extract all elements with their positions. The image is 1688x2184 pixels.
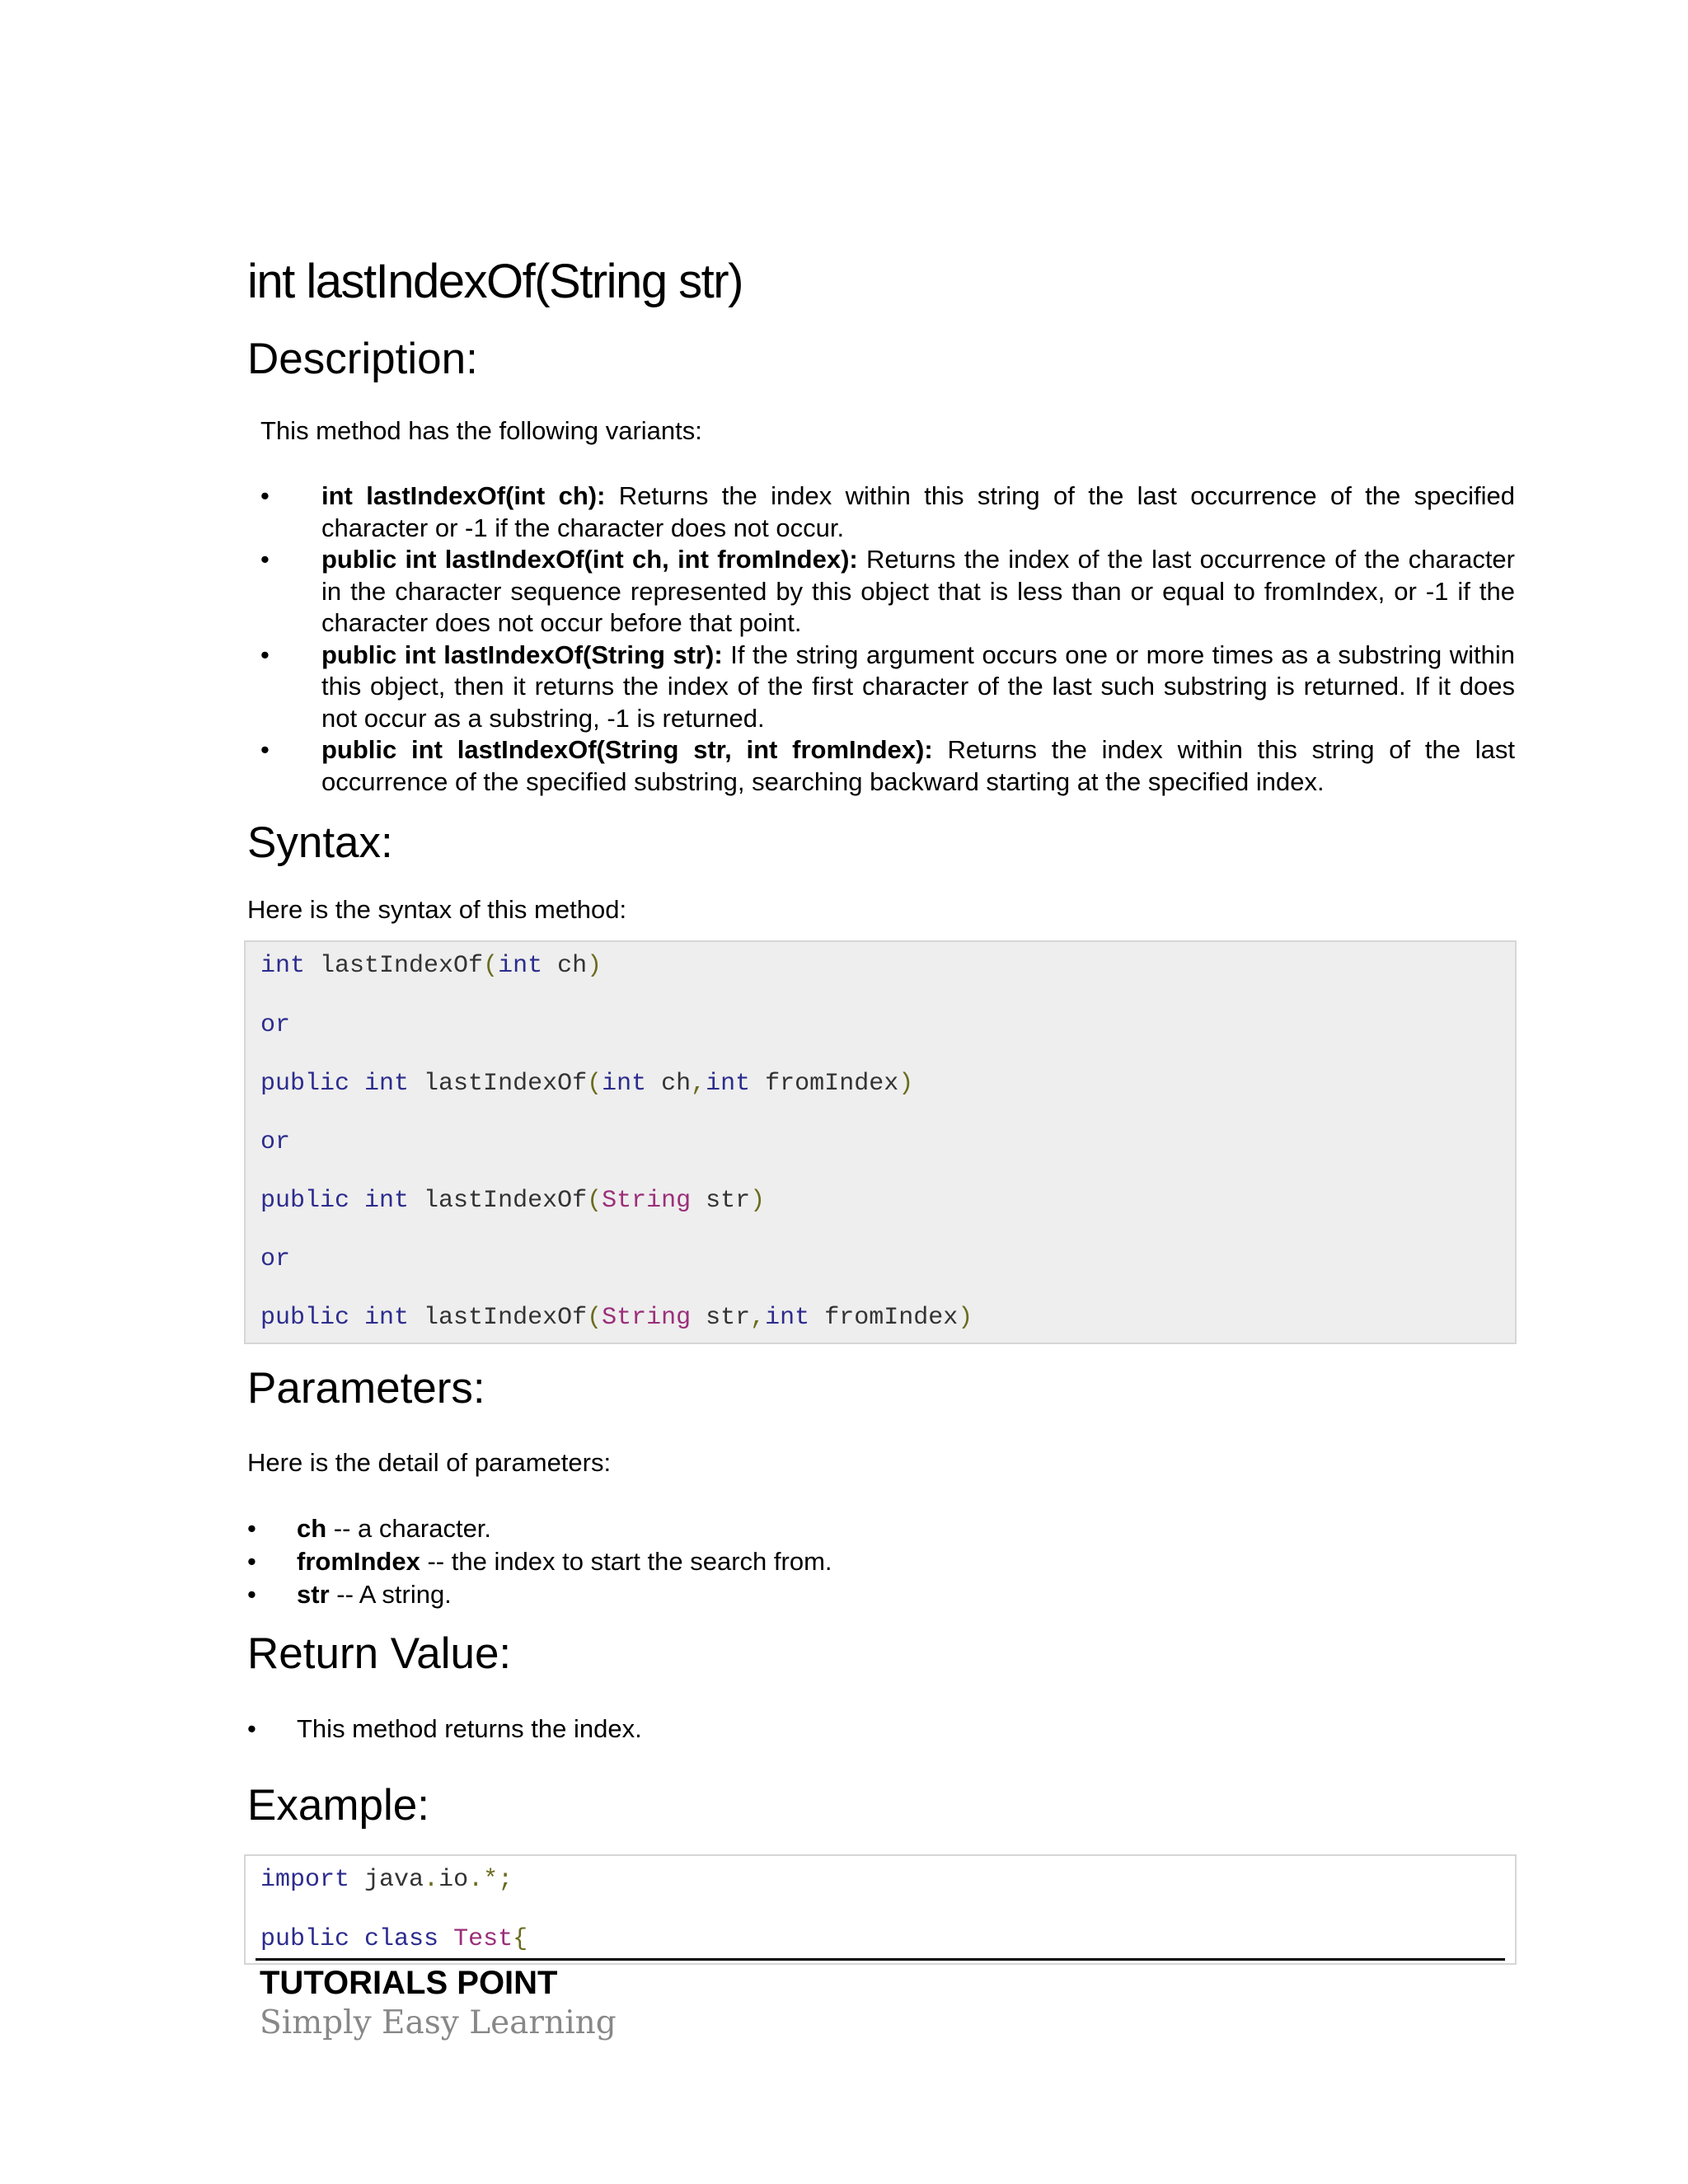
code-line: int lastIndexOf(int ch) xyxy=(260,952,603,980)
syntax-intro: Here is the syntax of this method: xyxy=(247,895,627,924)
description-intro: This method has the following variants: xyxy=(260,416,702,445)
variant-text: Returns the index within this string of the last occurrence of the specified character or -1 if the character does not occur. xyxy=(321,481,1515,542)
variant-signature: public int lastIndexOf(String str, int fromIndex): xyxy=(321,735,933,764)
bullet-icon: • xyxy=(247,1514,256,1543)
variants-list xyxy=(247,480,1523,798)
return-value-list xyxy=(247,1713,1523,1746)
list-item: • This method returns the index. xyxy=(247,1713,1523,1746)
code-line: or xyxy=(260,1245,291,1273)
bullet-icon: • xyxy=(247,1580,256,1609)
list-item: • str -- A string. xyxy=(247,1578,1523,1611)
example-code-block xyxy=(244,1854,1517,1965)
list-item xyxy=(247,544,1515,640)
parameters-intro: Here is the detail of parameters: xyxy=(247,1448,612,1477)
code-line: or xyxy=(260,1128,291,1156)
list-item xyxy=(247,480,1515,544)
return-value-heading: Return Value: xyxy=(247,1629,512,1678)
bullet-icon: • xyxy=(260,481,270,510)
variant-text: Returns the index of the last occurrence of the character in the character sequence represented by this object that is less than or equal to fromIndex, or -1 if the character does not occur before that point. xyxy=(321,545,1515,637)
example-heading: Example: xyxy=(247,1781,429,1830)
variant-text: If the string argument occurs one or more times as a substring within this object, then it returns the index of the first character of the last such substring is returned. If it does not occur as a substring, -1 is returned. xyxy=(321,640,1515,733)
page-title: int lastIndexOf(String str) xyxy=(247,255,743,308)
syntax-code-block xyxy=(244,940,1517,1344)
code-line: public int lastIndexOf(String str,int fromIndex) xyxy=(260,1304,973,1332)
variant-signature: public int lastIndexOf(String str): xyxy=(321,640,723,669)
footer-tagline: Simply Easy Learning xyxy=(260,2004,617,2041)
code-line: public int lastIndexOf(int ch,int fromIndex) xyxy=(260,1070,914,1098)
list-item: • ch -- a character. xyxy=(247,1512,1523,1545)
code-line: import java.io.*; xyxy=(260,1866,513,1894)
list-item xyxy=(247,734,1515,798)
bullet-icon: • xyxy=(260,735,270,764)
code-line: or xyxy=(260,1011,291,1039)
code-line: public class Test{ xyxy=(260,1925,528,1953)
footer-divider xyxy=(256,1958,1505,1961)
list-item xyxy=(247,640,1515,735)
syntax-heading: Syntax: xyxy=(247,818,393,867)
variant-signature: int lastIndexOf(int ch): xyxy=(321,481,606,510)
code-line: public int lastIndexOf(String str) xyxy=(260,1187,766,1215)
parameters-list xyxy=(247,1512,1523,1611)
footer-brand: TUTORIALS POINT xyxy=(260,1965,558,2001)
bullet-icon: • xyxy=(260,640,270,669)
description-heading: Description: xyxy=(247,335,478,383)
variant-signature: public int lastIndexOf(int ch, int fromIndex): xyxy=(321,545,858,574)
list-item: • fromIndex -- the index to start the search from. xyxy=(247,1545,1523,1578)
parameters-heading: Parameters: xyxy=(247,1364,485,1413)
variant-text: Returns the index within this string of the last occurrence of the specified substring, searching backward starting at the specified index. xyxy=(321,735,1515,796)
bullet-icon: • xyxy=(260,545,270,574)
bullet-icon: • xyxy=(247,1547,256,1576)
bullet-icon: • xyxy=(247,1714,256,1743)
